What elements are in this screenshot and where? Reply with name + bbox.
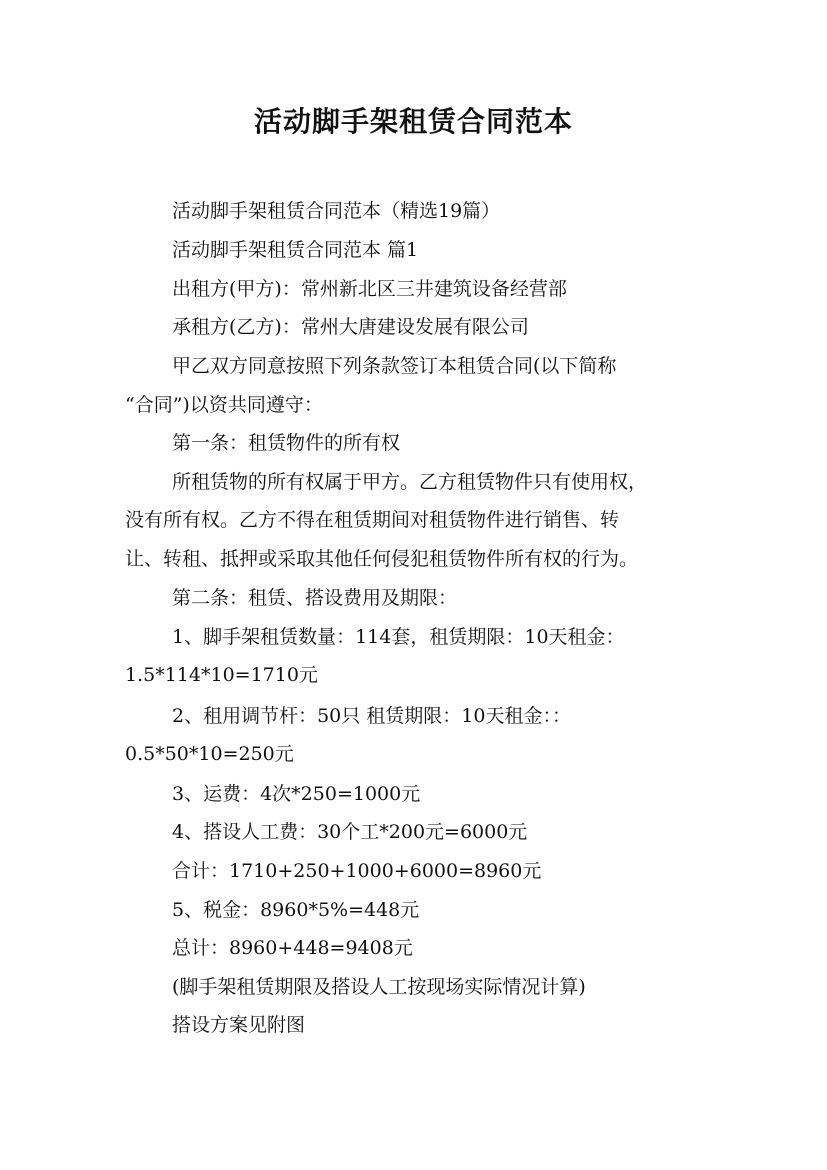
lessor-line: 出租方(甲方)：常州新北区三井建筑设备经营部 [172,278,567,300]
section-heading: 活动脚手架租赁合同范本 篇1 [172,239,419,261]
fee-item-line: 1、脚手架租赁数量：114套，租赁期限：10天租金： [172,626,625,648]
attachment-note: 搭设方案见附图 [172,1014,306,1036]
paragraph-line: 没有所有权。乙方不得在租赁期间对租赁物件进行销售、转 [125,509,620,531]
total-line: 总计：8960+448=9408元 [172,937,413,959]
fee-item-line: 2、租用调节杆：50只 租赁期限：10天租金：： [172,705,571,727]
paragraph-line: 所租赁物的所有权属于甲方。乙方租赁物件只有使用权， [172,471,648,493]
paragraph-line: 让、转租、抵押或采取其他任何侵犯租赁物件所有权的行为。 [125,548,639,570]
fee-item-line: 4、搭设人工费：30个工*200元=6000元 [172,821,528,843]
lessee-line: 承租方(乙方)：常州大唐建设发展有限公司 [172,316,529,338]
subtitle-line: 活动脚手架租赁合同范本（精选19篇） [172,200,501,222]
note-line: (脚手架租赁期限及搭设人工按现场实际情况计算) [172,976,586,998]
paragraph-line: “合同”)以资共同遵守： [125,394,323,416]
fee-item-line: 3、运费：4次*250=1000元 [172,783,421,805]
document-title: 活动脚手架租赁合同范本 [253,105,573,138]
tax-line: 5、税金：8960*5%=448元 [172,899,420,921]
fee-item-line: 0.5*50*10=250元 [125,743,294,765]
paragraph-line: 甲乙双方同意按照下列条款签订本租赁合同(以下简称 [172,355,617,377]
article-heading: 第二条：租赁、搭设费用及期限： [172,587,458,609]
subtotal-line: 合计：1710+250+1000+6000=8960元 [172,860,542,882]
article-heading: 第一条：租赁物件的所有权 [172,432,401,454]
fee-item-line: 1.5*114*10=1710元 [125,664,318,686]
